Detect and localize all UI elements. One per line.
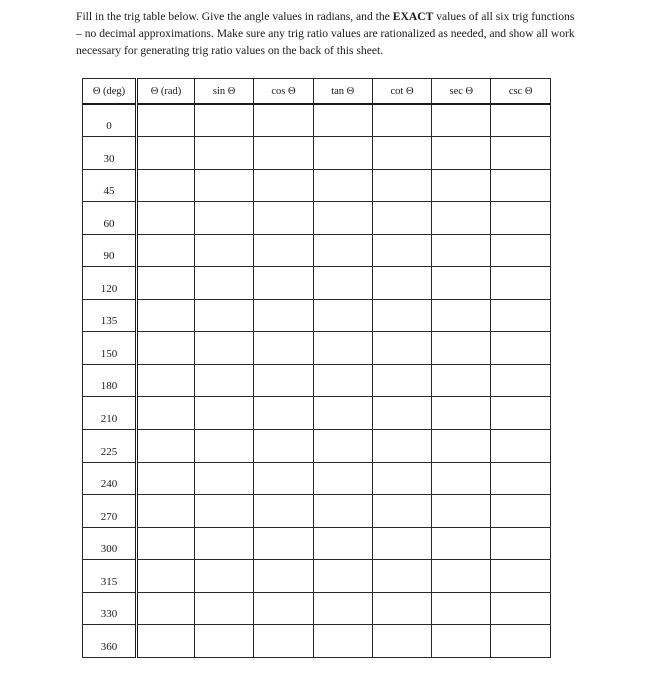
tan-blank-cell[interactable] xyxy=(313,299,372,332)
tan-blank-cell[interactable] xyxy=(313,429,372,462)
radians-blank-cell[interactable] xyxy=(137,137,195,170)
degree-cell: 360 xyxy=(83,625,137,658)
table-row xyxy=(83,137,551,170)
csc-blank-cell[interactable] xyxy=(491,299,550,332)
csc-blank-cell[interactable] xyxy=(491,104,550,137)
cos-blank-cell[interactable] xyxy=(254,397,313,430)
table-row xyxy=(83,429,551,462)
sec-blank-cell[interactable] xyxy=(432,625,491,658)
sec-blank-cell[interactable] xyxy=(432,299,491,332)
sin-blank-cell[interactable] xyxy=(195,592,254,625)
sec-blank-cell[interactable] xyxy=(432,527,491,560)
degree-cell: 330 xyxy=(83,592,137,625)
csc-blank-cell[interactable] xyxy=(491,592,550,625)
table-row xyxy=(83,332,551,365)
cos-blank-cell[interactable] xyxy=(254,495,313,528)
radians-blank-cell[interactable] xyxy=(137,429,195,462)
table-row xyxy=(83,104,551,137)
radians-blank-cell[interactable] xyxy=(137,462,195,495)
cot-blank-cell[interactable] xyxy=(372,527,431,560)
cot-blank-cell[interactable] xyxy=(372,137,431,170)
sin-blank-cell[interactable] xyxy=(195,104,254,137)
table-row xyxy=(83,202,551,235)
csc-blank-cell[interactable] xyxy=(491,234,550,267)
sec-blank-cell[interactable] xyxy=(432,462,491,495)
cos-blank-cell[interactable] xyxy=(254,625,313,658)
sec-blank-cell[interactable] xyxy=(432,267,491,300)
csc-blank-cell[interactable] xyxy=(491,267,550,300)
trig-table-container xyxy=(82,78,550,658)
sec-blank-cell[interactable] xyxy=(432,560,491,593)
table-row xyxy=(83,527,551,560)
sin-blank-cell[interactable] xyxy=(195,429,254,462)
sec-blank-cell[interactable] xyxy=(432,495,491,528)
cot-blank-cell[interactable] xyxy=(372,397,431,430)
tan-blank-cell[interactable] xyxy=(313,104,372,137)
csc-blank-cell[interactable] xyxy=(491,625,550,658)
sin-blank-cell[interactable] xyxy=(195,267,254,300)
radians-blank-cell[interactable] xyxy=(137,169,195,202)
header-radians: Θ (rad) xyxy=(137,79,195,105)
sec-blank-cell[interactable] xyxy=(432,332,491,365)
cot-blank-cell[interactable] xyxy=(372,364,431,397)
table-row xyxy=(83,560,551,593)
table-row xyxy=(83,462,551,495)
sec-blank-cell[interactable] xyxy=(432,137,491,170)
degree-cell: 60 xyxy=(83,202,137,235)
csc-blank-cell[interactable] xyxy=(491,169,550,202)
sin-blank-cell[interactable] xyxy=(195,495,254,528)
tan-blank-cell[interactable] xyxy=(313,364,372,397)
degree-cell: 300 xyxy=(83,527,137,560)
degree-cell: 210 xyxy=(83,397,137,430)
sec-blank-cell[interactable] xyxy=(432,364,491,397)
cos-blank-cell[interactable] xyxy=(254,267,313,300)
degree-cell: 45 xyxy=(83,169,137,202)
tan-blank-cell[interactable] xyxy=(313,397,372,430)
radians-blank-cell[interactable] xyxy=(137,560,195,593)
tan-blank-cell[interactable] xyxy=(313,560,372,593)
cot-blank-cell[interactable] xyxy=(372,169,431,202)
table-row xyxy=(83,364,551,397)
radians-blank-cell[interactable] xyxy=(137,332,195,365)
cot-blank-cell[interactable] xyxy=(372,560,431,593)
csc-blank-cell[interactable] xyxy=(491,397,550,430)
sec-blank-cell[interactable] xyxy=(432,429,491,462)
tan-blank-cell[interactable] xyxy=(313,169,372,202)
degree-cell: 30 xyxy=(83,137,137,170)
csc-blank-cell[interactable] xyxy=(491,137,550,170)
sin-blank-cell[interactable] xyxy=(195,625,254,658)
cos-blank-cell[interactable] xyxy=(254,592,313,625)
csc-blank-cell[interactable] xyxy=(491,202,550,235)
table-row xyxy=(83,495,551,528)
degree-cell: 135 xyxy=(83,299,137,332)
csc-blank-cell[interactable] xyxy=(491,332,550,365)
sec-blank-cell[interactable] xyxy=(432,169,491,202)
header-csc: csc Θ xyxy=(491,79,550,105)
instructions-text-part2: values of all six trig functions – no decimal approximations. Make sure any trig ratio values are rationalized as needed, and show all work necessary for generating trig ratio values on the back of this sheet. xyxy=(76,10,575,57)
cot-blank-cell[interactable] xyxy=(372,267,431,300)
cos-blank-cell[interactable] xyxy=(254,527,313,560)
table-header-row xyxy=(83,79,551,105)
tan-blank-cell[interactable] xyxy=(313,137,372,170)
sin-blank-cell[interactable] xyxy=(195,397,254,430)
degree-cell: 270 xyxy=(83,495,137,528)
csc-blank-cell[interactable] xyxy=(491,495,550,528)
sin-blank-cell[interactable] xyxy=(195,169,254,202)
instructions-text-part1: Fill in the trig table below. Give the angle values in radians, and the xyxy=(76,10,393,23)
radians-blank-cell[interactable] xyxy=(137,234,195,267)
header-cos: cos Θ xyxy=(254,79,313,105)
radians-blank-cell[interactable] xyxy=(137,104,195,137)
cos-blank-cell[interactable] xyxy=(254,462,313,495)
cot-blank-cell[interactable] xyxy=(372,104,431,137)
tan-blank-cell[interactable] xyxy=(313,527,372,560)
radians-blank-cell[interactable] xyxy=(137,495,195,528)
cos-blank-cell[interactable] xyxy=(254,364,313,397)
header-sin: sin Θ xyxy=(195,79,254,105)
tan-blank-cell[interactable] xyxy=(313,592,372,625)
cot-blank-cell[interactable] xyxy=(372,429,431,462)
sin-blank-cell[interactable] xyxy=(195,560,254,593)
cot-blank-cell[interactable] xyxy=(372,462,431,495)
trig-table xyxy=(82,78,551,658)
radians-blank-cell[interactable] xyxy=(137,397,195,430)
radians-blank-cell[interactable] xyxy=(137,267,195,300)
cot-blank-cell[interactable] xyxy=(372,625,431,658)
table-row xyxy=(83,592,551,625)
degree-cell: 90 xyxy=(83,234,137,267)
cos-blank-cell[interactable] xyxy=(254,429,313,462)
header-tan: tan Θ xyxy=(313,79,372,105)
cos-blank-cell[interactable] xyxy=(254,202,313,235)
tan-blank-cell[interactable] xyxy=(313,202,372,235)
cos-blank-cell[interactable] xyxy=(254,560,313,593)
sec-blank-cell[interactable] xyxy=(432,592,491,625)
cot-blank-cell[interactable] xyxy=(372,592,431,625)
sec-blank-cell[interactable] xyxy=(432,104,491,137)
cos-blank-cell[interactable] xyxy=(254,169,313,202)
radians-blank-cell[interactable] xyxy=(137,364,195,397)
table-row xyxy=(83,397,551,430)
degree-cell: 180 xyxy=(83,364,137,397)
tan-blank-cell[interactable] xyxy=(313,495,372,528)
degree-cell: 0 xyxy=(83,104,137,137)
header-cot: cot Θ xyxy=(372,79,431,105)
cos-blank-cell[interactable] xyxy=(254,332,313,365)
header-sec: sec Θ xyxy=(432,79,491,105)
cos-blank-cell[interactable] xyxy=(254,234,313,267)
sin-blank-cell[interactable] xyxy=(195,332,254,365)
cot-blank-cell[interactable] xyxy=(372,299,431,332)
degree-cell: 225 xyxy=(83,429,137,462)
cot-blank-cell[interactable] xyxy=(372,202,431,235)
cos-blank-cell[interactable] xyxy=(254,104,313,137)
sin-blank-cell[interactable] xyxy=(195,202,254,235)
radians-blank-cell[interactable] xyxy=(137,592,195,625)
sin-blank-cell[interactable] xyxy=(195,462,254,495)
tan-blank-cell[interactable] xyxy=(313,625,372,658)
tan-blank-cell[interactable] xyxy=(313,332,372,365)
csc-blank-cell[interactable] xyxy=(491,560,550,593)
cot-blank-cell[interactable] xyxy=(372,234,431,267)
degree-cell: 315 xyxy=(83,560,137,593)
table-row xyxy=(83,234,551,267)
csc-blank-cell[interactable] xyxy=(491,364,550,397)
sec-blank-cell[interactable] xyxy=(432,397,491,430)
radians-blank-cell[interactable] xyxy=(137,527,195,560)
sin-blank-cell[interactable] xyxy=(195,234,254,267)
table-row xyxy=(83,267,551,300)
sec-blank-cell[interactable] xyxy=(432,234,491,267)
cot-blank-cell[interactable] xyxy=(372,332,431,365)
radians-blank-cell[interactable] xyxy=(137,299,195,332)
degree-cell: 150 xyxy=(83,332,137,365)
tan-blank-cell[interactable] xyxy=(313,462,372,495)
degree-cell: 120 xyxy=(83,267,137,300)
cot-blank-cell[interactable] xyxy=(372,495,431,528)
cos-blank-cell[interactable] xyxy=(254,137,313,170)
table-body xyxy=(83,104,551,658)
sin-blank-cell[interactable] xyxy=(195,527,254,560)
radians-blank-cell[interactable] xyxy=(137,625,195,658)
degree-cell: 240 xyxy=(83,462,137,495)
tan-blank-cell[interactable] xyxy=(313,234,372,267)
sin-blank-cell[interactable] xyxy=(195,299,254,332)
tan-blank-cell[interactable] xyxy=(313,267,372,300)
csc-blank-cell[interactable] xyxy=(491,462,550,495)
radians-blank-cell[interactable] xyxy=(137,202,195,235)
table-row xyxy=(83,299,551,332)
table-row xyxy=(83,625,551,658)
table-row xyxy=(83,169,551,202)
instructions-emphasis: EXACT xyxy=(392,10,434,23)
instructions-paragraph xyxy=(76,8,576,59)
cos-blank-cell[interactable] xyxy=(254,299,313,332)
sec-blank-cell[interactable] xyxy=(432,202,491,235)
sin-blank-cell[interactable] xyxy=(195,364,254,397)
header-degrees: Θ (deg) xyxy=(83,79,137,105)
sin-blank-cell[interactable] xyxy=(195,137,254,170)
csc-blank-cell[interactable] xyxy=(491,429,550,462)
csc-blank-cell[interactable] xyxy=(491,527,550,560)
